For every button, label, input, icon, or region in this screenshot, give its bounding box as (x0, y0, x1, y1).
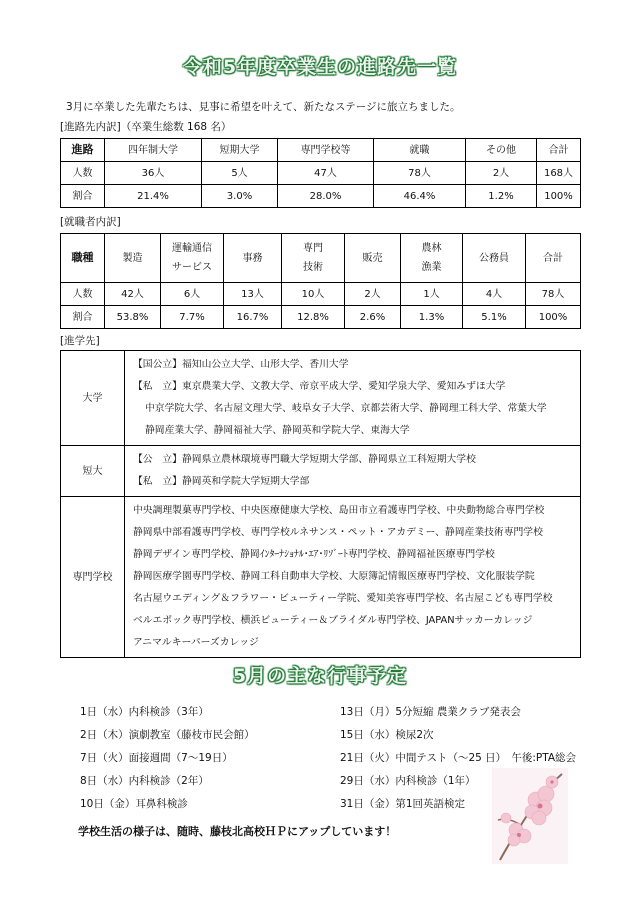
jobs-table (60, 233, 581, 329)
row-label-count: 人数 (61, 283, 105, 306)
events-title: 5月の主な行事予定 (232, 665, 408, 687)
jobs-header: 公務員 (463, 234, 526, 283)
career-header: 専門学校等 (278, 139, 374, 162)
row-label-count: 人数 (61, 162, 105, 185)
career-ratio: 1.2% (466, 185, 537, 208)
jobs-header: 販売 (345, 234, 401, 283)
jobs-ratio: 1.3% (401, 306, 463, 329)
vocational-list (125, 497, 581, 658)
jobs-header: 農林 漁業 (401, 234, 463, 283)
event-item: 10日（金）耳鼻科検診 (80, 798, 188, 810)
list-item: 静岡医療学園専門学校、静岡工科自動車大学校、大原簿記情報医療専門学校、文化服装学院 (133, 571, 535, 582)
event-item: 1日（水）内科検診（3年） (80, 706, 209, 718)
page-title: 令和5年度卒業生の進路先一覧 (182, 56, 458, 78)
list-item: 静岡県中部看護専門学校、専門学校ルネサンス・ペット・アカデミー、静岡産業技術専門学校 (133, 527, 543, 538)
event-item: 7日（火）面接週間（7～19日） (80, 752, 233, 764)
jobs-header: 職種 (61, 234, 105, 283)
jobs-header: 事務 (224, 234, 282, 283)
career-header: 四年制大学 (105, 139, 202, 162)
list-item: ベルエポック専門学校、横浜ビューティー＆ブライダル専門学校、JAPANサッカーカレッジ (133, 615, 533, 626)
category-vocational: 専門学校 (61, 497, 125, 658)
event-item: 15日（水）検尿2次 (340, 729, 434, 741)
list-item: 静岡デザイン専門学校、静岡ｲﾝﾀｰﾅｼｮﾅﾙ･ｴｱ･ﾘｿﾞｰﾄ専門学校、静岡福祉医療専門学校 (133, 549, 495, 560)
list-item: 静岡産業大学、静岡福祉大学、静岡英和学院大学、東海大学 (145, 425, 410, 436)
career-count: 47人 (278, 162, 374, 185)
list-item: 名古屋ウエディング＆フラワー・ビューティー学院、愛知美容専門学校、名古屋こども専門学校 (133, 593, 553, 604)
list-item: 【公 立】静岡県立農林環境専門職大学短期大学部、静岡県立工科短期大学校 (133, 454, 476, 465)
jobs-count: 2人 (345, 283, 401, 306)
career-count: 168人 (537, 162, 581, 185)
career-count: 2人 (466, 162, 537, 185)
list-item: 中央調理製菓専門学校、中央医療健康大学校、島田市立看護専門学校、中央動物総合専門学校 (133, 505, 545, 516)
row-label-ratio: 割合 (61, 306, 105, 329)
junior-college-list (125, 446, 581, 497)
list-item: 【私 立】東京農業大学、文教大学、帝京平成大学、愛知学泉大学、愛知みずほ大学 (133, 381, 506, 392)
row-label-ratio: 割合 (61, 185, 105, 208)
career-label: [進路先内訳]（卒業生総数 168 名） (60, 121, 232, 133)
career-ratio: 3.0% (202, 185, 278, 208)
jobs-ratio: 53.8% (105, 306, 161, 329)
list-item: 【私 立】静岡英和学院大学短期大学部 (133, 476, 310, 487)
jobs-count: 4人 (463, 283, 526, 306)
jobs-ratio: 100% (526, 306, 581, 329)
jobs-ratio: 2.6% (345, 306, 401, 329)
jobs-count: 42人 (105, 283, 161, 306)
jobs-header: 運輸通信 サービス (161, 234, 224, 283)
cherry-blossom-icon (492, 768, 568, 864)
schools-label: [進学先] (60, 335, 100, 347)
jobs-ratio: 5.1% (463, 306, 526, 329)
jobs-count: 1人 (401, 283, 463, 306)
career-ratio: 21.4% (105, 185, 202, 208)
event-item: 13日（月）5分短縮 農業クラブ発表会 (340, 706, 521, 718)
category-junior-college: 短大 (61, 446, 125, 497)
intro-text: 3月に卒業した先輩たちは、見事に希望を叶えて、新たなステージに旅立ちました。 (66, 101, 461, 113)
career-header: 短期大学 (202, 139, 278, 162)
career-count: 36人 (105, 162, 202, 185)
list-item: アニマルキーパーズカレッジ (133, 637, 259, 648)
jobs-ratio: 7.7% (161, 306, 224, 329)
career-header: その他 (466, 139, 537, 162)
list-item: 【国公立】福知山公立大学、山形大学、香川大学 (133, 359, 349, 370)
list-item: 中京学院大学、名古屋文理大学、岐阜女子大学、京都芸術大学、静岡理工科大学、常葉大学 (145, 403, 547, 414)
schools-table (60, 350, 581, 658)
footer-note: 学校生活の様子は、随時、藤枝北高校ＨＰにアップしています！ (78, 825, 397, 838)
jobs-count: 13人 (224, 283, 282, 306)
event-item: 21日（火）中間テスト（～25 日） 午後:PTA総会 (340, 752, 577, 764)
event-item: 29日（水）内科検診（1年） (340, 775, 476, 787)
jobs-count: 10人 (282, 283, 345, 306)
event-item: 2日（木）演劇教室（藤枝市民会館） (80, 729, 255, 741)
jobs-ratio: 16.7% (224, 306, 282, 329)
career-ratio: 28.0% (278, 185, 374, 208)
university-list (125, 351, 581, 446)
jobs-header: 専門 技術 (282, 234, 345, 283)
category-university: 大学 (61, 351, 125, 446)
career-header: 就職 (374, 139, 466, 162)
jobs-header: 合計 (526, 234, 581, 283)
career-header: 合計 (537, 139, 581, 162)
career-count: 5人 (202, 162, 278, 185)
career-ratio: 100% (537, 185, 581, 208)
event-item: 31日（金）第1回英語検定 (340, 798, 466, 810)
career-table (60, 138, 581, 208)
jobs-header: 製造 (105, 234, 161, 283)
jobs-ratio: 12.8% (282, 306, 345, 329)
jobs-count: 6人 (161, 283, 224, 306)
career-count: 78人 (374, 162, 466, 185)
career-ratio: 46.4% (374, 185, 466, 208)
event-item: 8日（水）内科検診（2年） (80, 775, 209, 787)
jobs-label: [就職者内訳] (60, 216, 121, 228)
jobs-count: 78人 (526, 283, 581, 306)
career-header: 進路 (61, 139, 105, 162)
